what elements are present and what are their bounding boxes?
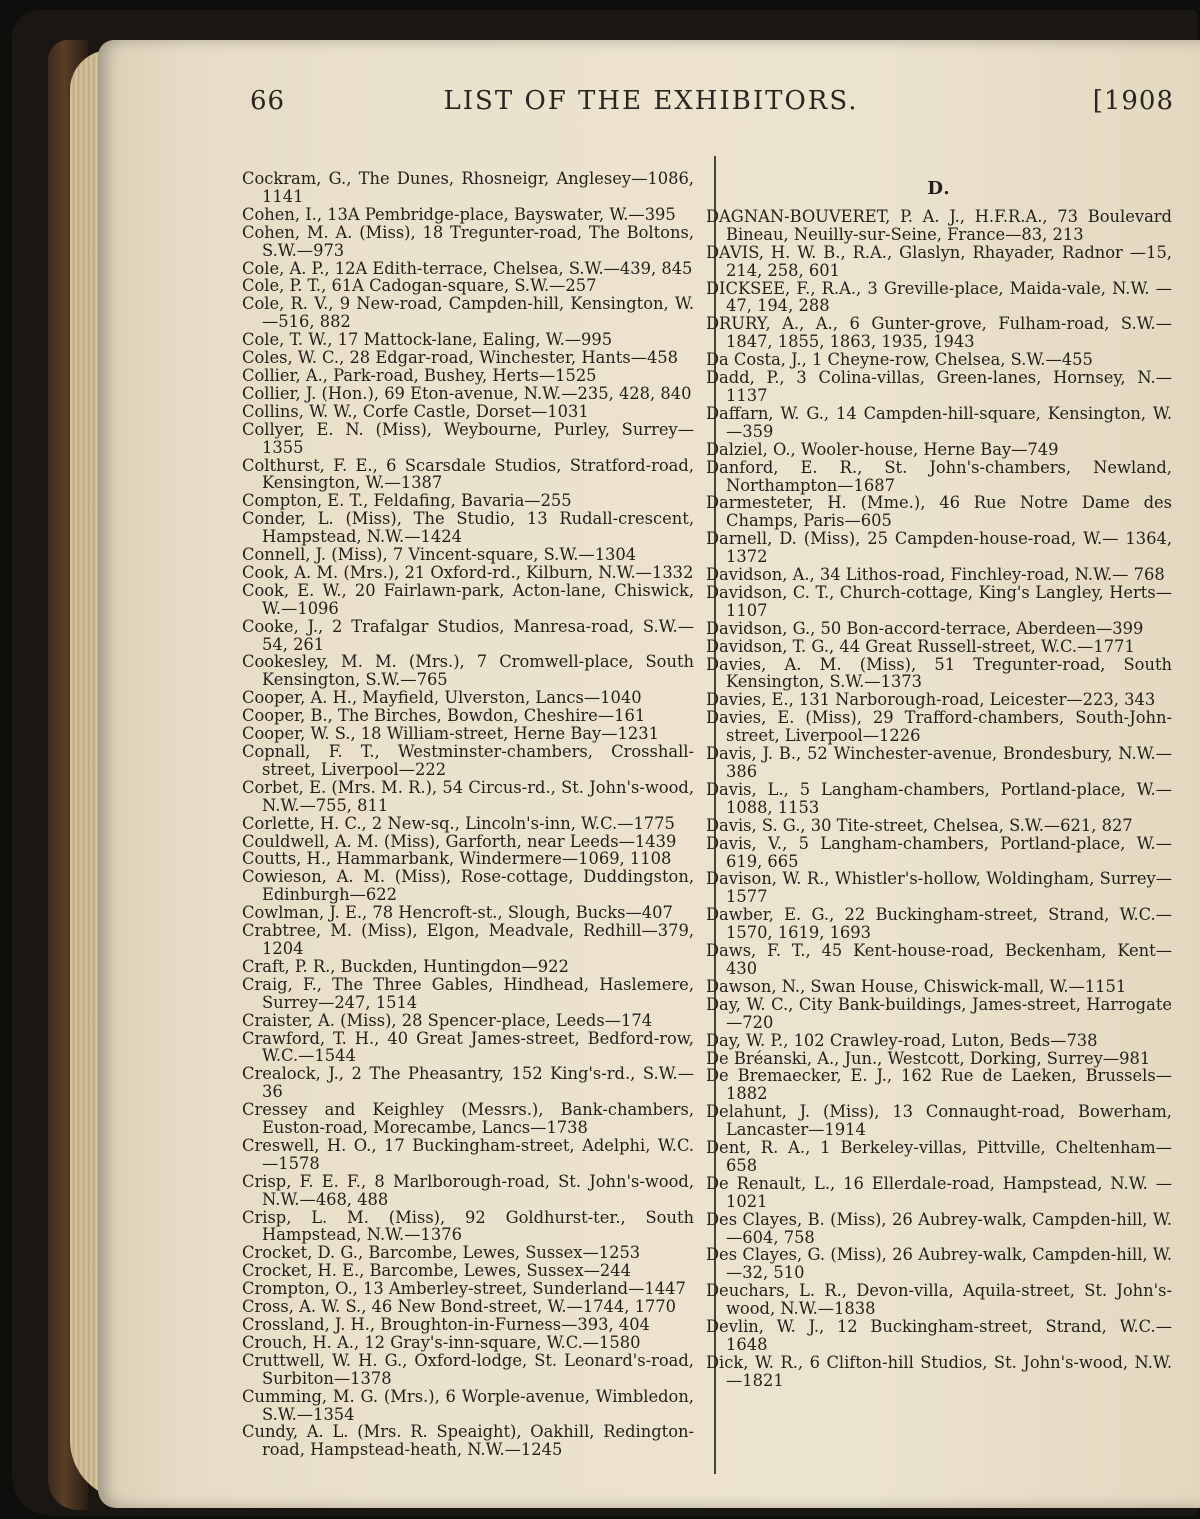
- exhibitor-entry: Dadd, P., 3 Colina-villas, Green-lanes, Hornsey, N.— 1137: [706, 368, 1172, 405]
- exhibitor-entry: Davison, W. R., Whistler's-hollow, Woldingham, Surrey—1577: [706, 869, 1172, 907]
- exhibitor-entry: Cohen, I., 13A Pembridge-place, Bayswater, W.—395: [242, 204, 676, 224]
- exhibitor-entry: Colthurst, F. E., 6 Scarsdale Studios, Stratford-road, Kensington, W.—1387: [242, 455, 694, 493]
- exhibitor-entry: Cole, T. W., 17 Mattock-lane, Ealing, W.—995: [242, 330, 613, 350]
- exhibitor-entry: Cooper, A. H., Mayfield, Ulverston, Lancs—1040: [242, 688, 642, 708]
- exhibitor-entry: Cookesley, M. M. (Mrs.), 7 Cromwell-place, South Kensington, S.W.—765: [242, 652, 694, 690]
- exhibitor-entry: Davidson, C. T., Church-cottage, King's Langley, Herts—1107: [706, 582, 1172, 620]
- exhibitor-entry: Crabtree, M. (Miss), Elgon, Meadvale, Redhill—379, 1204: [242, 921, 694, 958]
- exhibitor-entry: Dawber, E. G., 22 Buckingham-street, Strand, W.C.— 1570, 1619, 1693: [706, 905, 1172, 943]
- exhibitor-entry: Craig, F., The Three Gables, Hindhead, Haslemere, Surrey—247, 1514: [242, 974, 694, 1012]
- exhibitor-entry: Darnell, D. (Miss), 25 Campden-house-road, W.— 1364, 1372: [706, 529, 1172, 567]
- exhibitor-entry: Davidson, G., 50 Bon-accord-terrace, Aberdeen—399: [706, 618, 1144, 638]
- exhibitor-entry: Collins, W. W., Corfe Castle, Dorset—1031: [242, 401, 589, 421]
- exhibitor-entry: Davies, A. M. (Miss), 51 Tregunter-road, South Kensington, S.W.—1373: [706, 654, 1172, 692]
- exhibitor-entry: Davidson, T. G., 44 Great Russell-street, W.C.—1771: [706, 636, 1135, 656]
- exhibitor-entry: Cook, A. M. (Mrs.), 21 Oxford-rd., Kilburn, N.W.—1332: [242, 562, 694, 582]
- exhibitor-entry: DAVIS, H. W. B., R.A., Glaslyn, Rhayader, Radnor —15, 214, 258, 601: [706, 242, 1172, 280]
- exhibitor-entry: Cumming, M. G. (Mrs.), 6 Worple-avenue, Wimbledon, S.W.—1354: [242, 1386, 694, 1424]
- exhibitor-entry: Davis, S. G., 30 Tite-street, Chelsea, S.W.—621, 827: [706, 815, 1133, 835]
- exhibitor-entry: Davies, E. (Miss), 29 Trafford-chambers, South-John-street, Liverpool—1226: [706, 708, 1172, 746]
- exhibitor-entry: Coutts, H., Hammarbank, Windermere—1069, 1108: [242, 849, 672, 869]
- exhibitor-entry: Davis, J. B., 52 Winchester-avenue, Brondesbury, N.W.—386: [706, 744, 1172, 781]
- left-column: [242, 170, 694, 1459]
- exhibitor-entry: DICKSEE, F., R.A., 3 Greville-place, Maida-vale, N.W. —47, 194, 288: [706, 278, 1172, 316]
- exhibitor-entry: Crisp, F. E. F., 8 Marlborough-road, St. John's-wood, N.W.—468, 488: [242, 1171, 694, 1209]
- exhibitor-entry: Des Clayes, G. (Miss), 26 Aubrey-walk, Campden-hill, W.—32, 510: [706, 1245, 1172, 1283]
- exhibitor-entry: Crocket, H. E., Barcombe, Lewes, Sussex—244: [242, 1261, 631, 1281]
- exhibitor-entry: Des Clayes, B. (Miss), 26 Aubrey-walk, Campden-hill, W.—604, 758: [706, 1209, 1172, 1247]
- exhibitor-entry: Dick, W. R., 6 Clifton-hill Studios, St. John's-wood, N.W.—1821: [706, 1352, 1172, 1390]
- exhibitor-entry: Da Costa, J., 1 Cheyne-row, Chelsea, S.W.—455: [706, 350, 1093, 370]
- exhibitor-entry: Compton, E. T., Feldafing, Bavaria—255: [242, 491, 572, 511]
- exhibitor-entry: Crocket, D. G., Barcombe, Lewes, Sussex—1253: [242, 1243, 641, 1263]
- exhibitor-entry: Cooke, J., 2 Trafalgar Studios, Manresa-road, S.W.— 54, 261: [242, 616, 694, 654]
- exhibitor-entry: Crouch, H. A., 12 Gray's-inn-square, W.C.—1580: [242, 1332, 641, 1352]
- exhibitor-entry: Collier, J. (Hon.), 69 Eton-avenue, N.W.—235, 428, 840: [242, 383, 692, 403]
- exhibitor-entry: De Bremaecker, E. J., 162 Rue de Laeken, Brussels— 1882: [706, 1066, 1172, 1104]
- year-label: [1908: [1092, 86, 1174, 116]
- exhibitor-entry: Daffarn, W. G., 14 Campden-hill-square, Kensington, W.—359: [706, 403, 1172, 441]
- exhibitor-entry: Collier, A., Park-road, Bushey, Herts—1525: [242, 365, 597, 385]
- exhibitor-entry: Couldwell, A. M. (Miss), Garforth, near Leeds—1439: [242, 831, 677, 851]
- page-number: 66: [250, 86, 286, 116]
- exhibitor-entry: Davis, V., 5 Langham-chambers, Portland-place, W.— 619, 665: [706, 833, 1172, 871]
- exhibitor-entry: Dent, R. A., 1 Berkeley-villas, Pittville, Cheltenham— 658: [706, 1138, 1172, 1175]
- exhibitor-entry: Danford, E. R., St. John's-chambers, Newland, Northampton—1687: [706, 457, 1172, 495]
- exhibitor-entry: Crisp, L. M. (Miss), 92 Goldhurst-ter., South Hampstead, N.W.—1376: [242, 1207, 694, 1245]
- page-title: LIST OF THE EXHIBITORS.: [443, 86, 859, 116]
- section-heading: D.: [927, 178, 951, 199]
- exhibitor-entry: Collyer, E. N. (Miss), Weybourne, Purley, Surrey—1355: [242, 419, 694, 457]
- exhibitor-entry: Coles, W. C., 28 Edgar-road, Winchester, Hants—458: [242, 348, 679, 368]
- exhibitor-entry: Devlin, W. J., 12 Buckingham-street, Strand, W.C.— 1648: [706, 1317, 1172, 1354]
- running-header: [98, 86, 1200, 126]
- exhibitor-entry: DAGNAN-BOUVERET, P. A. J., H.F.R.A., 73 Boulevard Bineau, Neuilly-sur-Seine, France—83, 213: [706, 206, 1172, 244]
- exhibitor-entry: Cook, E. W., 20 Fairlawn-park, Acton-lane, Chiswick, W.—1096: [242, 580, 694, 618]
- exhibitor-entry: Cruttwell, W. H. G., Oxford-lodge, St. Leonard's-road, Surbiton—1378: [242, 1350, 694, 1388]
- exhibitor-entry: Craft, P. R., Buckden, Huntingdon—922: [242, 956, 569, 976]
- exhibitor-entry: Dalziel, O., Wooler-house, Herne Bay—749: [706, 439, 1059, 459]
- exhibitor-entry: Cole, A. P., 12A Edith-terrace, Chelsea, S.W.—439, 845: [242, 258, 693, 278]
- exhibitor-entry: Davies, E., 131 Narborough-road, Leicester—223, 343: [706, 690, 1156, 710]
- exhibitor-entry: DRURY, A., A., 6 Gunter-grove, Fulham-road, S.W.— 1847, 1855, 1863, 1935, 1943: [706, 314, 1172, 352]
- page: [98, 40, 1200, 1508]
- exhibitor-entry: Creswell, H. O., 17 Buckingham-street, Adelphi, W.C. —1578: [242, 1135, 694, 1173]
- exhibitor-entry: Cundy, A. L. (Mrs. R. Speaight), Oakhill, Redington-road, Hampstead-heath, N.W.—1245: [242, 1422, 694, 1460]
- exhibitor-entry: Connell, J. (Miss), 7 Vincent-square, S.W.—1304: [242, 545, 637, 565]
- exhibitor-entry: Corbet, E. (Mrs. M. R.), 54 Circus-rd., St. John's-wood, N.W.—755, 811: [242, 777, 694, 815]
- exhibitor-entry: Cockram, G., The Dunes, Rhosneigr, Anglesey—1086, 1141: [242, 169, 694, 206]
- exhibitor-entry: Day, W. C., City Bank-buildings, James-street, Harrogate—720: [706, 994, 1172, 1032]
- exhibitor-entry: Craister, A. (Miss), 28 Spencer-place, Leeds—174: [242, 1010, 653, 1030]
- exhibitor-entry: Cohen, M. A. (Miss), 18 Tregunter-road, The Boltons, S.W.—973: [242, 222, 694, 260]
- right-column: [706, 180, 1172, 1390]
- exhibitor-entry: Conder, L. (Miss), The Studio, 13 Rudall-crescent, Hampstead, N.W.—1424: [242, 509, 694, 547]
- exhibitor-entry: Crealock, J., 2 The Pheasantry, 152 King's-rd., S.W.—36: [242, 1064, 694, 1102]
- exhibitor-entry: Corlette, H. C., 2 New-sq., Lincoln's-inn, W.C.—1775: [242, 813, 675, 833]
- exhibitor-entry: Deuchars, L. R., Devon-villa, Aquila-street, St. John's-wood, N.W.—1838: [706, 1281, 1172, 1319]
- exhibitor-entry: Dawson, N., Swan House, Chiswick-mall, W.—1151: [706, 976, 1127, 996]
- exhibitor-entry: Crawford, T. H., 40 Great James-street, Bedford-row, W.C.—1544: [242, 1028, 694, 1066]
- exhibitor-entry: De Bréanski, A., Jun., Westcott, Dorking, Surrey—981: [706, 1048, 1151, 1068]
- book-photo: [12, 10, 1198, 1516]
- exhibitor-entry: Day, W. P., 102 Crawley-road, Luton, Beds—738: [706, 1030, 1098, 1050]
- exhibitor-entry: Cole, P. T., 61A Cadogan-square, S.W.—257: [242, 276, 597, 296]
- exhibitor-entry: Cooper, W. S., 18 William-street, Herne Bay—1231: [242, 724, 659, 744]
- exhibitor-entry: Davis, L., 5 Langham-chambers, Portland-place, W.— 1088, 1153: [706, 779, 1172, 817]
- exhibitor-entry: De Renault, L., 16 Ellerdale-road, Hampstead, N.W. —1021: [706, 1173, 1172, 1211]
- exhibitor-entry: Copnall, F. T., Westminster-chambers, Crosshall-street, Liverpool—222: [242, 742, 694, 779]
- exhibitor-entry: Crossland, J. H., Broughton-in-Furness—393, 404: [242, 1315, 650, 1334]
- exhibitor-entry: Darmesteter, H. (Mme.), 46 Rue Notre Dame des Champs, Paris—605: [706, 493, 1172, 531]
- exhibitor-entry: Cross, A. W. S., 46 New Bond-street, W.—1744, 1770: [242, 1297, 677, 1317]
- exhibitor-entry: Daws, F. T., 45 Kent-house-road, Beckenham, Kent— 430: [706, 941, 1172, 978]
- exhibitor-entry: Delahunt, J. (Miss), 13 Connaught-road, Bowerham, Lancaster—1914: [706, 1102, 1172, 1140]
- exhibitor-entry: Cole, R. V., 9 New-road, Campden-hill, Kensington, W. —516, 882: [242, 294, 694, 332]
- exhibitor-entry: Cressey and Keighley (Messrs.), Bank-chambers, Euston-road, Morecambe, Lancs—1738: [242, 1100, 694, 1138]
- right-entries: [706, 208, 1172, 1390]
- exhibitor-entry: Cowieson, A. M. (Miss), Rose-cottage, Duddingston, Edinburgh—622: [242, 867, 694, 905]
- exhibitor-entry: Davidson, A., 34 Lithos-road, Finchley-road, N.W.— 768: [706, 565, 1165, 585]
- exhibitor-entry: Cowlman, J. E., 78 Hencroft-st., Slough, Bucks—407: [242, 903, 673, 923]
- exhibitor-entry: Cooper, B., The Birches, Bowdon, Cheshire—161: [242, 706, 646, 726]
- exhibitor-entry: Crompton, O., 13 Amberley-street, Sunderland—1447: [242, 1279, 686, 1299]
